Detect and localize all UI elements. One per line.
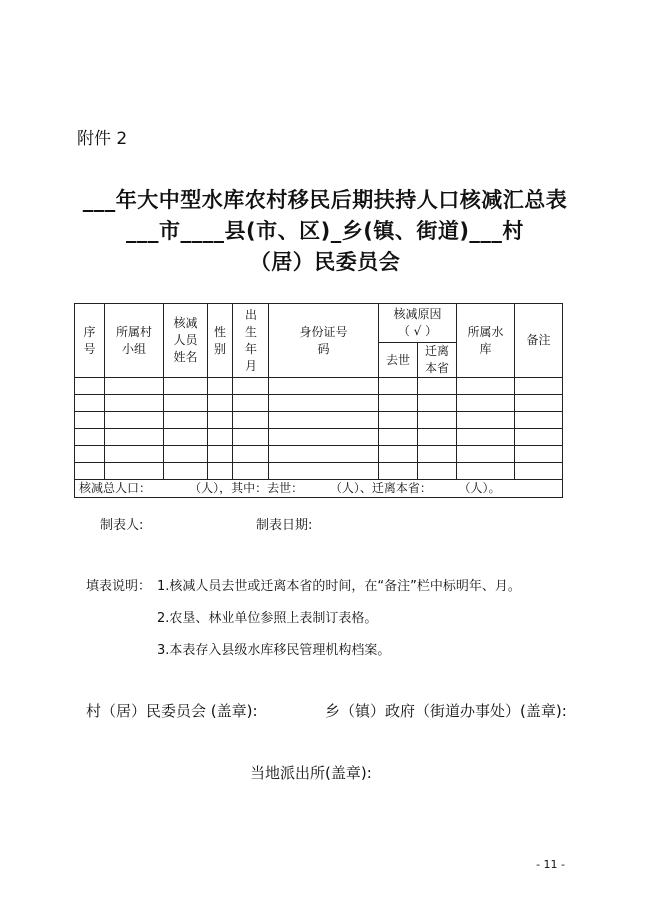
header-reason-death: 去世	[379, 343, 418, 378]
note-item: 2.农垦、林业单位参照上表制订表格。	[157, 611, 378, 626]
note-item: 1.核减人员去世或迁离本省的时间，在“备注”栏中标明年、月。	[157, 579, 521, 594]
table-row	[75, 378, 563, 395]
table-row	[75, 429, 563, 446]
form-title-line-3: （居）民委员会	[249, 250, 401, 274]
village-committee-seal: 村（居）民委员会 (盖章):	[86, 702, 258, 720]
header-seq: 序号	[75, 304, 105, 378]
prepare-date-label: 制表日期:	[256, 518, 313, 533]
police-station-seal: 当地派出所(盖章):	[250, 764, 372, 782]
header-reason: 核减原因（ √ ）	[379, 304, 457, 343]
reduction-summary-table	[74, 303, 563, 498]
header-birth: 出生年月	[233, 304, 269, 378]
township-government-seal: 乡（镇）政府（街道办事处）(盖章):	[325, 702, 567, 720]
table-row	[75, 395, 563, 412]
attachment-label: 附件 2	[77, 129, 128, 149]
notes-label: 填表说明：	[86, 579, 152, 594]
header-reservoir: 所属水库	[457, 304, 515, 378]
table-row	[75, 446, 563, 463]
note-item: 3.本表存入县级水库移民管理机构档案。	[157, 643, 391, 658]
header-id-number: 身份证号码	[269, 304, 379, 378]
total-reduction-row: 核减总人口： （人），其中：去世： （人）、迁离本省： （人）。	[75, 480, 563, 498]
header-remarks: 备注	[515, 304, 563, 378]
page-number: - 11 -	[536, 858, 565, 871]
table-row	[75, 463, 563, 480]
table-row	[75, 412, 563, 429]
header-village-group: 所属村小组	[105, 304, 164, 378]
header-gender: 性别	[208, 304, 233, 378]
header-name: 核减人员姓名	[164, 304, 208, 378]
header-reason-moved: 迁离本省	[418, 343, 457, 378]
form-title-line-1: ___年大中型水库农村移民后期扶持人口核减汇总表	[82, 188, 568, 212]
preparer-label: 制表人:	[100, 518, 144, 533]
form-title-line-2: ___市____县(市、区)_乡(镇、街道)___村	[126, 219, 524, 243]
